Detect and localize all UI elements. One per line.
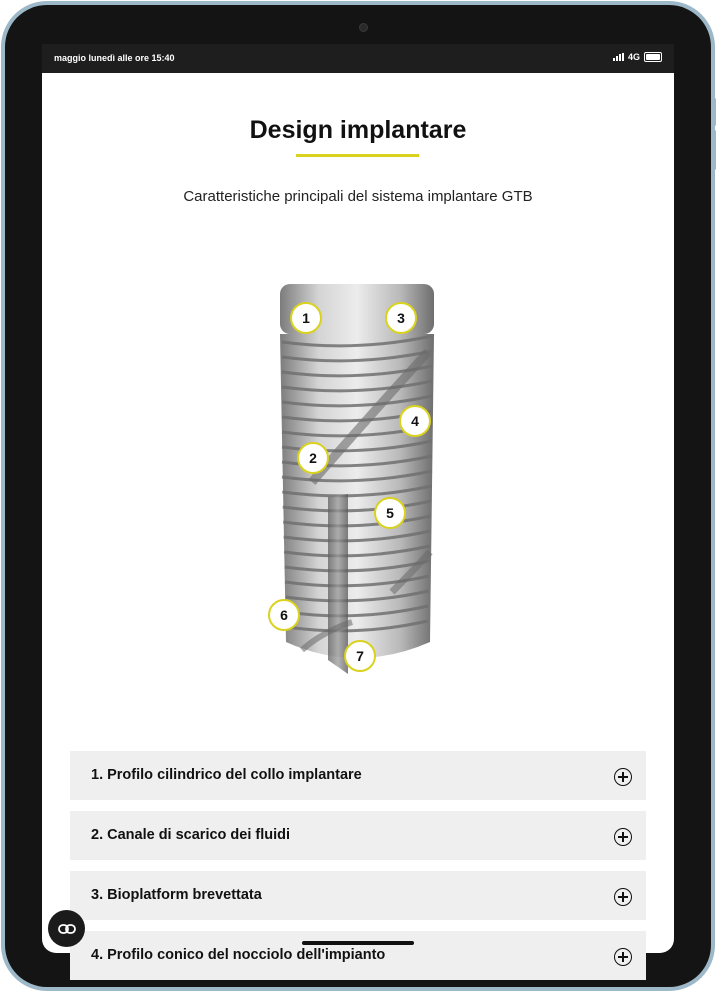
marker-5[interactable]: 5 [374, 497, 406, 529]
signal-icon [613, 53, 624, 61]
volume-button [713, 98, 716, 126]
title-underline [296, 154, 419, 157]
plus-circle-icon[interactable] [614, 888, 632, 906]
accordion-item-4[interactable] [70, 931, 646, 980]
accordion-item-3[interactable] [70, 871, 646, 920]
network-label: 4G [627, 52, 640, 62]
accordion-item-1[interactable] [70, 751, 646, 800]
marker-2[interactable]: 2 [297, 442, 329, 474]
status-time: maggio lunedì alle ore 15:40 [54, 53, 175, 63]
status-indicators [613, 52, 662, 62]
link-button[interactable] [48, 910, 85, 947]
page-title: Design implantare [249, 116, 467, 144]
side-button [713, 130, 716, 170]
accordion-item-label: 3. Bioplatform brevettata [91, 887, 262, 903]
accordion-item-2[interactable] [70, 811, 646, 860]
plus-circle-icon[interactable] [614, 768, 632, 786]
plus-circle-icon[interactable] [614, 948, 632, 966]
marker-4[interactable]: 4 [399, 405, 431, 437]
marker-6[interactable]: 6 [268, 599, 300, 631]
home-indicator[interactable] [302, 941, 414, 945]
front-camera [359, 23, 368, 32]
accordion-item-label: 4. Profilo conico del nocciolo dell'impianto [91, 947, 386, 963]
page-subtitle: Caratteristiche principali del sistema implantare GTB [183, 188, 533, 205]
plus-circle-icon[interactable] [614, 828, 632, 846]
accordion-item-label: 2. Canale di scarico dei fluidi [91, 827, 291, 843]
marker-1[interactable]: 1 [290, 302, 322, 334]
screen [42, 44, 674, 963]
status-bar [42, 44, 674, 73]
link-icon [58, 923, 76, 935]
battery-icon [644, 52, 662, 62]
marker-3[interactable]: 3 [385, 302, 417, 334]
marker-7[interactable]: 7 [344, 640, 376, 672]
accordion-item-label: 1. Profilo cilindrico del collo implantare [91, 767, 362, 783]
